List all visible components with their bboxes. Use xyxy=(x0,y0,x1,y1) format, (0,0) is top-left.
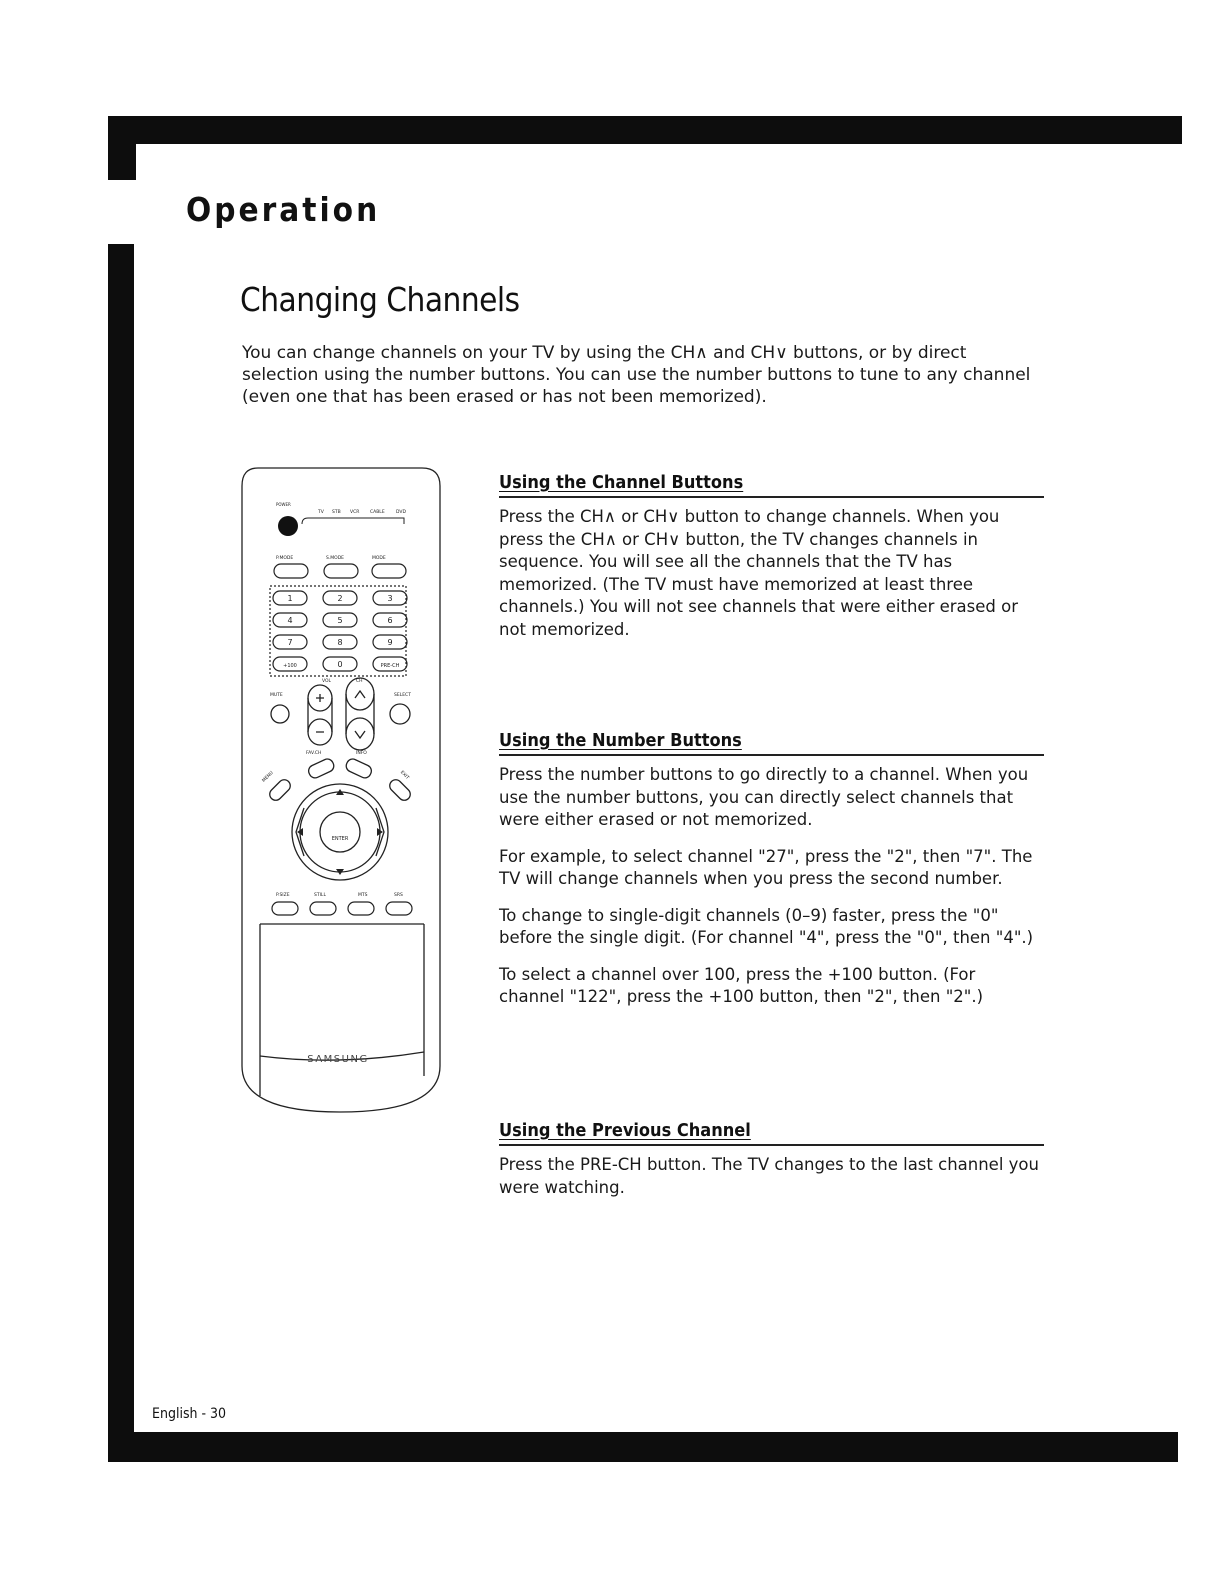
still-button xyxy=(310,902,336,915)
section-title: Operation xyxy=(186,190,381,229)
exit-button xyxy=(387,777,412,802)
section-channel-buttons xyxy=(499,472,1044,641)
number-key-label: +100 xyxy=(283,663,297,669)
number-key-label: 2 xyxy=(337,594,343,603)
section-paragraph: To change to single-digit channels (0–9) faster, press the "0" before the single digit. (For channel "4", press the "0", then "4".) xyxy=(499,905,1034,947)
intro-paragraph: You can change channels on your TV by using the CH∧ and CH∨ buttons, or by direct selection using the number buttons. You can use the number buttons to tune to any channel (even one that has been erased or has not been memorized). xyxy=(242,343,1031,407)
info-label: INFO xyxy=(356,751,367,756)
power-button xyxy=(278,516,298,536)
page-footer: English - 30 xyxy=(152,1406,227,1422)
section-number-buttons xyxy=(499,730,1044,1009)
source-labels xyxy=(317,509,406,515)
source-label: TV xyxy=(318,510,324,515)
section-heading: Using the Previous Channel xyxy=(499,1120,1044,1146)
section-paragraph: Press the CH∧ or CH∨ button to change channels. When you press the CH∧ or CH∨ button, the TV changes channels in sequence. You will see all the channels that the TV has memorized. (The TV must have memorized at least three channels.) You will not see channels that were either erased or not memorized. xyxy=(499,507,1018,639)
section-heading: Using the Number Buttons xyxy=(499,730,1044,756)
remote-control-illustration xyxy=(238,466,442,1120)
mode-button xyxy=(372,564,406,578)
mode-label: S.MODE xyxy=(326,556,345,561)
mode-button xyxy=(324,564,358,578)
menu-label: MENU xyxy=(261,770,275,784)
bottom-label: MTS xyxy=(358,893,368,898)
enter-label: ENTER xyxy=(331,836,349,842)
section-paragraph: For example, to select channel "27", press the "2", then "7". The TV will change channels when you press the second number. xyxy=(499,846,1033,888)
number-key-label: 5 xyxy=(337,616,343,625)
number-key-label: 1 xyxy=(287,594,293,603)
srs-button xyxy=(386,902,412,915)
number-key-label: 9 xyxy=(387,638,393,647)
footer-bar-tab xyxy=(108,1404,134,1432)
menu-button xyxy=(267,777,292,802)
section-paragraph: Press the PRE-CH button. The TV changes to the last channel you were watching. xyxy=(499,1155,1039,1197)
bottom-label: P.SIZE xyxy=(276,893,290,898)
number-key-label: PRE-CH xyxy=(380,663,400,669)
bottom-label: STILL xyxy=(314,893,326,898)
number-key-label: 7 xyxy=(287,638,293,647)
section-paragraph: Press the number buttons to go directly to a channel. When you use the number buttons, you can directly select channels that were either erased or not memorized. xyxy=(499,765,1029,829)
mode-label: P.MODE xyxy=(276,556,294,561)
number-key-label: 4 xyxy=(287,616,293,625)
source-label: STB xyxy=(332,510,341,515)
source-label: VCR xyxy=(350,510,360,515)
number-key-label: 0 xyxy=(337,660,343,669)
enter-button xyxy=(320,812,360,852)
bottom-label: SRS xyxy=(394,893,403,898)
navigation-ring xyxy=(292,784,388,880)
ch-label: CH xyxy=(356,679,363,684)
select-label: SELECT xyxy=(394,693,411,698)
fav-ch-label: FAV.CH xyxy=(306,751,322,756)
page-title: Changing Channels xyxy=(240,280,520,319)
number-key-label: 3 xyxy=(387,594,393,603)
power-label: POWER xyxy=(276,502,291,507)
header-bar xyxy=(108,116,1182,144)
section-paragraph: To select a channel over 100, press the +100 button. (For channel "122", press the +100 button, then "2", then "2".) xyxy=(499,964,984,1006)
ch-down-button xyxy=(346,718,374,750)
fav-ch-button xyxy=(307,757,336,780)
source-label: CABLE xyxy=(370,510,385,515)
source-label: DVD xyxy=(396,510,406,515)
vol-label: VOL xyxy=(322,679,332,684)
mts-button xyxy=(348,902,374,915)
number-key-label: 8 xyxy=(337,638,343,647)
mode-button xyxy=(274,564,308,578)
mute-button xyxy=(271,705,289,723)
number-key-label: 6 xyxy=(387,616,393,625)
section-heading: Using the Channel Buttons xyxy=(499,472,1044,498)
footer-bar xyxy=(108,1432,1178,1462)
exit-label: EXIT xyxy=(398,770,410,781)
mute-label: MUTE xyxy=(270,693,283,698)
mode-label: MODE xyxy=(372,556,386,561)
info-button xyxy=(344,757,373,780)
remote-brand: SAMSUNG xyxy=(307,1054,369,1065)
side-bar xyxy=(108,244,134,1404)
section-previous-channel xyxy=(499,1120,1044,1199)
select-button xyxy=(390,704,410,724)
p-size-button xyxy=(272,902,298,915)
header-bar-tab xyxy=(108,116,136,180)
